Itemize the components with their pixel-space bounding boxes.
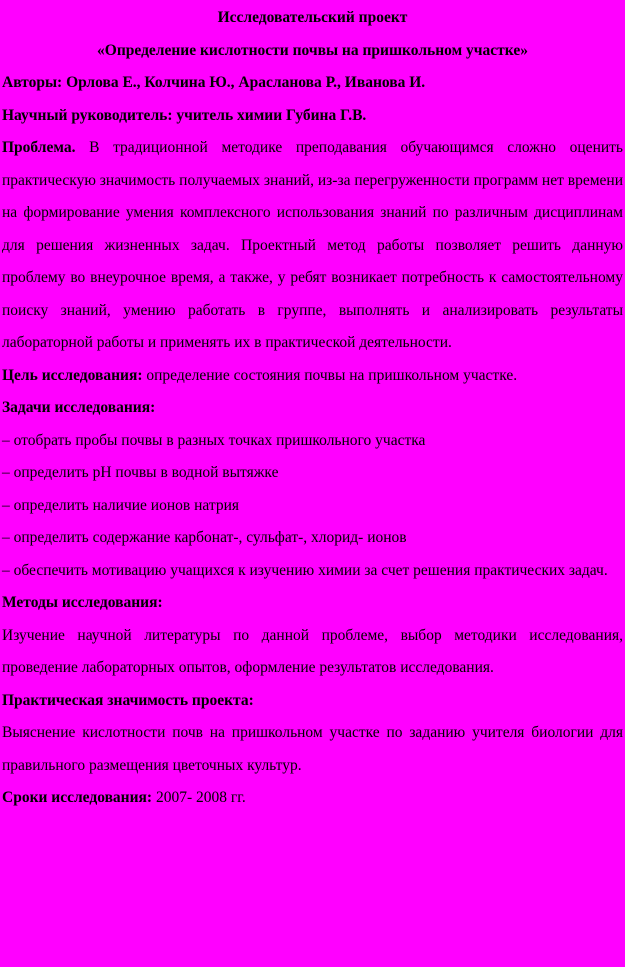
goal-paragraph: [2, 360, 623, 393]
task-item: – определить pH почвы в водной вытяжке: [2, 464, 279, 481]
authors-line: [2, 67, 623, 100]
task-item-last: – обеспечить мотивацию учащихся к изучению химии за счет решения практических задач.: [2, 561, 608, 579]
significance-text: Выяснение кислотности почв на пришкольном участке по заданию учителя биологии для правильного размещения цветочных культур.: [2, 724, 623, 774]
task-item: – отобрать пробы почвы в разных точках пришкольного участка: [2, 431, 426, 449]
authors-value: Орлова Е., Колчина Ю., Арасланова Р., Иванова И.: [62, 74, 426, 91]
goal-text: определение состояния почвы на пришкольном участке.: [142, 366, 518, 384]
timeline-value: 2007- 2008 гг.: [152, 789, 246, 806]
problem-text: В традиционной методике преподавания обучающимся сложно оценить практическую значимость получаемых знаний, из-за перегруженности программ нет времени на формирование умения комплексного использования знаний по различным дисциплинам для решения жизненных задач. Проектный метод работы позволяет решить данную проблему во внеурочное время, а также, у ребят возникает потребность к самостоятельному поиску знаний, умению работать в группе, выполнять и анализировать результаты лабораторной работы и применять их в практической деятельности.: [2, 139, 623, 351]
timeline-line: [2, 782, 623, 815]
methods-text: Изучение научной литературы по данной проблеме, выбор методики исследования, проведение лабораторных опытов, оформление результатов исследования.: [2, 626, 623, 676]
authors-label: Авторы:: [2, 74, 63, 91]
task-item: – определить содержание карбонат-, сульфат-, хлорид- ионов: [2, 529, 407, 546]
tasks-label: Задачи исследования:: [2, 399, 156, 416]
goal-label: Цель исследования:: [2, 366, 143, 384]
methods-label: Методы исследования:: [2, 594, 163, 611]
timeline-label: Сроки исследования:: [2, 789, 153, 806]
significance-label: Практическая значимость проекта:: [2, 691, 254, 709]
problem-paragraph: [2, 132, 623, 360]
problem-label: Проблема.: [2, 139, 76, 156]
supervisor-line: Научный руководитель: учитель химии Губина Г.В.: [2, 106, 367, 124]
document-subtitle: «Определение кислотности почвы на пришкольном участке»: [97, 41, 528, 59]
document-title: Исследовательский проект: [217, 9, 408, 26]
task-item: – определить наличие ионов натрия: [2, 496, 239, 514]
